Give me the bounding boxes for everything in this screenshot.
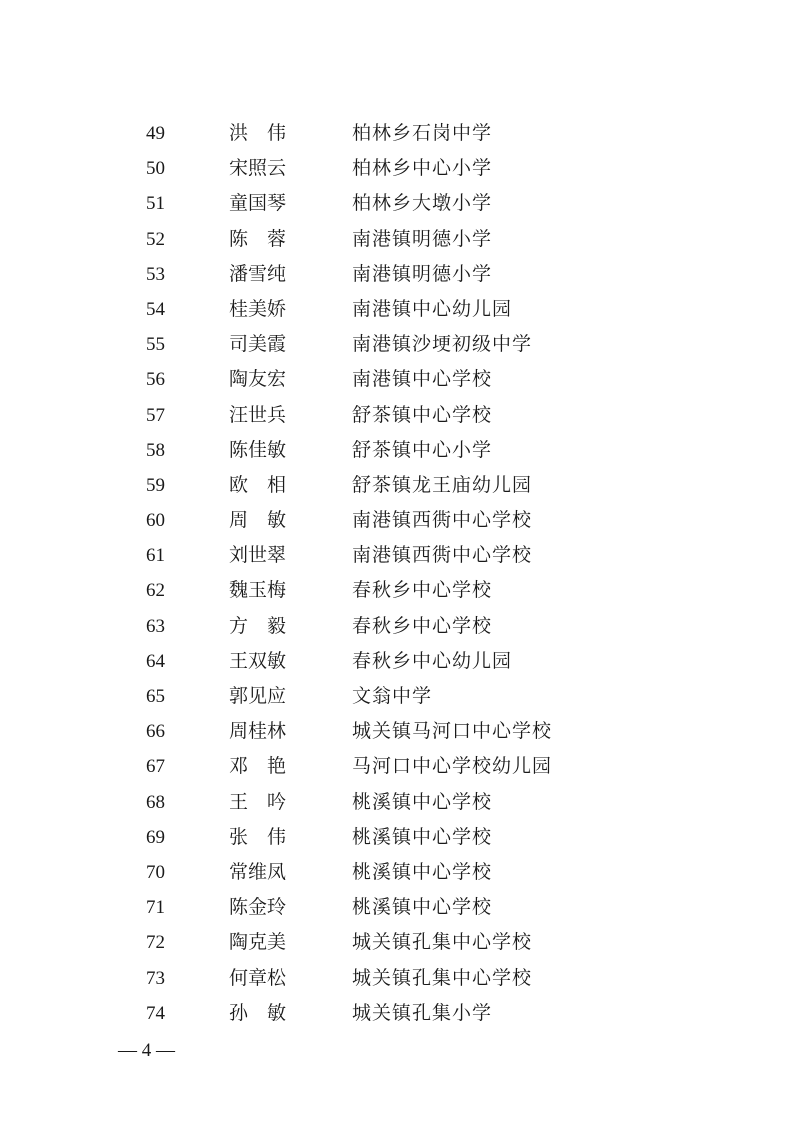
roster-number: 62: [146, 580, 165, 602]
roster-person-name: 何章松: [229, 966, 287, 989]
roster-number: 55: [146, 334, 165, 356]
roster-person-name: 方 毅: [229, 614, 287, 637]
roster-row: [0, 714, 794, 749]
roster-number: 49: [146, 123, 165, 144]
roster-number: 61: [146, 545, 165, 567]
roster-person-name: 邓 艳: [229, 755, 287, 778]
roster-person-name: 常维凤: [229, 860, 287, 883]
roster-school-name: 柏林乡石岗中学: [352, 122, 493, 144]
page-number: — 4 —: [118, 1040, 175, 1061]
roster-number: 54: [146, 298, 165, 320]
roster-row: [0, 327, 794, 362]
roster-school-name: 南港镇沙埂初级中学: [352, 333, 533, 356]
roster-number: 51: [146, 193, 165, 215]
roster-number: 66: [146, 721, 165, 743]
roster-school-name: 城关镇孔集中心学校: [352, 931, 533, 954]
roster-row: [0, 679, 794, 714]
roster-school-name: 文翁中学: [352, 685, 433, 707]
roster-row: [0, 820, 794, 855]
roster-person-name: 张 伟: [229, 825, 287, 848]
roster-person-name: 宋照云: [229, 157, 287, 180]
roster-person-name: 陈佳敏: [229, 438, 287, 461]
roster-row: [0, 890, 794, 925]
roster-person-name: 郭见应: [229, 685, 287, 707]
roster-school-name: 桃溪镇中心学校: [352, 825, 493, 848]
roster-person-name: 童国琴: [229, 192, 287, 215]
roster-row: [0, 855, 794, 890]
roster-school-name: 城关镇孔集中心学校: [352, 966, 533, 989]
roster-number: 65: [146, 686, 165, 707]
roster-school-name: 南港镇中心学校: [352, 368, 493, 391]
roster-school-name: 南港镇明德小学: [352, 262, 493, 285]
roster-number: 52: [146, 228, 165, 250]
roster-number: 68: [146, 791, 165, 813]
roster-school-name: 南港镇西衖中心学校: [352, 544, 533, 567]
roster-row: [0, 925, 794, 960]
roster-number: 64: [146, 650, 165, 672]
roster-person-name: 孙 敏: [229, 1001, 287, 1024]
roster-row: [0, 609, 794, 644]
roster-row: [0, 538, 794, 573]
roster-school-name: 春秋乡中心幼儿园: [352, 649, 513, 672]
roster-number: 73: [146, 967, 165, 989]
roster-number: 50: [146, 158, 165, 180]
roster-number: 67: [146, 756, 165, 778]
roster-person-name: 刘世翠: [229, 544, 287, 567]
roster-number: 71: [146, 897, 165, 919]
roster-school-name: 南港镇中心幼儿园: [352, 297, 513, 320]
roster-person-name: 汪世兵: [229, 403, 287, 426]
roster-number: 60: [146, 510, 165, 532]
roster-row: [0, 398, 794, 433]
roster-row: [0, 186, 794, 221]
roster-number: 59: [146, 474, 165, 496]
roster-number: 53: [146, 263, 165, 285]
roster-person-name: 周桂林: [229, 720, 287, 743]
roster-person-name: 司美霞: [229, 333, 287, 356]
roster-number: 72: [146, 932, 165, 954]
roster-school-name: 春秋乡中心学校: [352, 579, 493, 602]
roster-number: 57: [146, 404, 165, 426]
roster-school-name: 桃溪镇中心学校: [352, 860, 493, 883]
roster-row: [0, 362, 794, 397]
roster-number: 56: [146, 369, 165, 391]
roster-row: [0, 961, 794, 996]
roster-number: 74: [146, 1002, 165, 1024]
roster-school-name: 舒茶镇中心小学: [352, 438, 493, 461]
roster-school-name: 春秋乡中心学校: [352, 614, 493, 637]
roster-school-name: 舒茶镇龙王庙幼儿园: [352, 473, 533, 496]
roster-school-name: 桃溪镇中心学校: [352, 790, 493, 813]
roster-school-name: 马河口中心学校幼儿园: [352, 755, 553, 778]
roster-row: [0, 785, 794, 820]
roster-school-name: 城关镇马河口中心学校: [352, 720, 553, 743]
roster-row: [0, 749, 794, 784]
roster-school-name: 桃溪镇中心学校: [352, 896, 493, 919]
roster-row: [0, 433, 794, 468]
roster-number: 58: [146, 439, 165, 461]
roster-row: [0, 573, 794, 608]
roster-school-name: 南港镇西衖中心学校: [352, 509, 533, 532]
roster-school-name: 柏林乡大墩小学: [352, 192, 493, 215]
roster-person-name: 桂美娇: [229, 297, 287, 320]
roster-list: [0, 116, 794, 1031]
roster-row: [0, 503, 794, 538]
roster-person-name: 王双敏: [229, 649, 287, 672]
roster-row: [0, 292, 794, 327]
roster-person-name: 陈金玲: [229, 896, 287, 919]
roster-person-name: 周 敏: [229, 509, 287, 532]
roster-row: [0, 257, 794, 292]
roster-person-name: 洪 伟: [229, 122, 287, 144]
roster-school-name: 舒茶镇中心学校: [352, 403, 493, 426]
roster-row: [0, 222, 794, 257]
roster-row: [0, 116, 794, 151]
roster-row: [0, 468, 794, 503]
roster-person-name: 魏玉梅: [229, 579, 287, 602]
roster-person-name: 陈 蓉: [229, 227, 287, 250]
roster-school-name: 南港镇明德小学: [352, 227, 493, 250]
roster-school-name: 柏林乡中心小学: [352, 157, 493, 180]
roster-person-name: 陶友宏: [229, 368, 287, 391]
roster-person-name: 欧 相: [229, 473, 287, 496]
roster-school-name: 城关镇孔集小学: [352, 1001, 493, 1024]
roster-row: [0, 644, 794, 679]
roster-person-name: 陶克美: [229, 931, 287, 954]
roster-row: [0, 996, 794, 1031]
roster-number: 70: [146, 861, 165, 883]
roster-row: [0, 151, 794, 186]
roster-person-name: 王 吟: [229, 790, 287, 813]
roster-person-name: 潘雪纯: [229, 262, 287, 285]
roster-number: 69: [146, 826, 165, 848]
roster-number: 63: [146, 615, 165, 637]
